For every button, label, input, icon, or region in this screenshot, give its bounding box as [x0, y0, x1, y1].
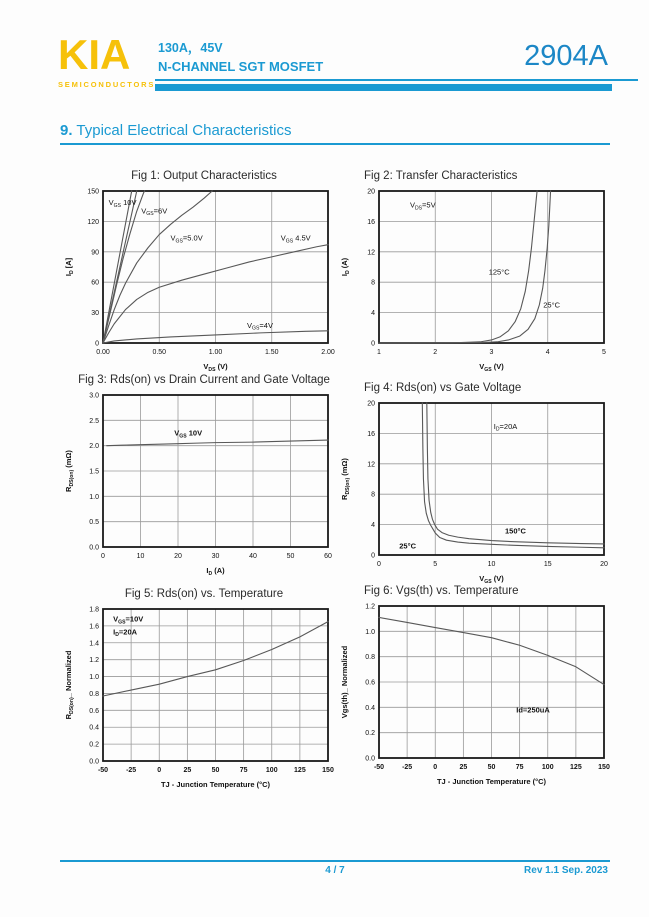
svg-text:0.2: 0.2	[89, 741, 99, 749]
figure-5-rdson-vs-temperature	[60, 588, 348, 797]
svg-text:90: 90	[91, 249, 99, 257]
svg-text:ID (A): $I_D$ (A)	[206, 566, 225, 578]
svg-text:125: 125	[570, 764, 582, 772]
svg-text:0: 0	[377, 561, 381, 569]
svg-text:20: 20	[600, 561, 608, 569]
svg-text:40: 40	[249, 553, 257, 561]
svg-text:TJ - Junction Temperature (°C): TJ - Junction Temperature (°C)	[160, 780, 271, 790]
svg-text:2.0: 2.0	[89, 443, 99, 451]
chart-rdson-vs-temperature	[60, 601, 348, 797]
chart-transfer-characteristics	[336, 183, 624, 379]
svg-text:0.50: 0.50	[152, 349, 167, 357]
svg-text:30: 30	[91, 310, 99, 318]
svg-text:1.00: 1.00	[208, 349, 223, 357]
svg-text:50: 50	[286, 553, 295, 561]
figure-1-output-characteristics	[60, 170, 348, 379]
svg-text:60: 60	[91, 279, 99, 287]
svg-text:ID=20A: $I_D=20A$	[493, 422, 518, 433]
svg-text:3.0: 3.0	[89, 392, 99, 400]
svg-text:1.0: 1.0	[89, 674, 99, 682]
svg-text:0.2: 0.2	[365, 730, 375, 738]
svg-text:TJ - Junction Temperature (°C): TJ - Junction Temperature (°C)	[436, 777, 547, 787]
svg-text:0.0: 0.0	[89, 758, 99, 766]
svg-text:VDS (V): $V_{DS}$ (V)	[203, 362, 228, 374]
svg-text:100: 100	[265, 767, 278, 775]
svg-text:16: 16	[367, 219, 375, 227]
svg-text:VGS=10V: $V_{GS}=10V$	[113, 614, 144, 626]
svg-text:3: 3	[489, 349, 494, 357]
figure-2-title: Fig 2: Transfer Characteristics	[364, 170, 518, 182]
svg-text:15: 15	[543, 561, 552, 569]
svg-text:0.4: 0.4	[365, 705, 375, 713]
brand-logo	[58, 31, 156, 89]
svg-text:VGS 10V: $V_{GS}$ 10V	[174, 428, 203, 440]
figure-2-transfer-characteristics	[336, 170, 624, 379]
svg-text:4: 4	[371, 522, 375, 530]
svg-text:VGS (V): $V_{GS}$ (V)	[479, 362, 504, 374]
svg-text:8: 8	[371, 279, 375, 287]
svg-text:1.8: 1.8	[89, 606, 99, 614]
svg-text:-50: -50	[373, 764, 385, 772]
header-device-summary	[158, 38, 323, 74]
svg-text:150: 150	[598, 764, 610, 772]
svg-text:150: 150	[322, 767, 334, 775]
svg-text:0: 0	[433, 764, 438, 772]
page-number: 4 / 7	[325, 865, 345, 876]
svg-text:ID=20A: $I_D=20A$	[113, 627, 138, 639]
svg-text:120: 120	[87, 219, 99, 227]
figure-4-title: Fig 4: Rds(on) vs Gate Voltage	[364, 382, 522, 394]
svg-text:0: 0	[371, 340, 375, 348]
svg-text:0.8: 0.8	[365, 654, 375, 662]
footer-rule	[60, 860, 610, 862]
svg-text:0: 0	[95, 340, 99, 348]
svg-text:75: 75	[239, 767, 248, 775]
svg-text:125: 125	[294, 767, 306, 775]
svg-text:-25: -25	[126, 767, 137, 775]
svg-text:10: 10	[487, 561, 496, 569]
chart-rdson-vs-gate-voltage	[336, 395, 624, 591]
svg-text:VGS 10V: $V_{GS}$ 10V	[108, 198, 137, 210]
svg-text:50: 50	[211, 767, 220, 775]
header-rule-thin	[155, 79, 638, 81]
svg-text:25°C: 25°C	[543, 300, 561, 310]
part-number: 2904A	[524, 40, 608, 72]
chart-vgsth-vs-temperature	[336, 598, 624, 794]
device-rating: 130A，45V	[158, 41, 223, 55]
svg-text:0.8: 0.8	[89, 691, 99, 699]
svg-text:30: 30	[211, 553, 220, 561]
section-title	[60, 122, 291, 139]
svg-text:75: 75	[515, 764, 524, 772]
svg-text:100: 100	[541, 764, 554, 772]
svg-text:25°C: 25°C	[399, 541, 417, 551]
svg-text:2.00: 2.00	[321, 349, 335, 357]
svg-text:150: 150	[87, 188, 99, 196]
section-rule	[60, 143, 610, 145]
svg-text:1.5: 1.5	[89, 468, 99, 476]
figure-3-title: Fig 3: Rds(on) vs Drain Current and Gate Voltage	[78, 374, 330, 386]
svg-text:1.0: 1.0	[89, 494, 99, 502]
svg-text:RDS(on)_ Normalized: $R_{DS(on)}\_$ Normalized	[64, 650, 75, 720]
svg-text:1.0: 1.0	[365, 629, 375, 637]
svg-text:0: 0	[101, 553, 105, 561]
svg-text:VGS=4V: $V_{GS}=4V$	[247, 321, 273, 332]
svg-text:0: 0	[157, 767, 162, 775]
section-title-text: Typical Electrical Characteristics	[72, 122, 292, 139]
svg-text:12: 12	[367, 249, 375, 257]
figure-1-title: Fig 1: Output Characteristics	[131, 170, 277, 182]
svg-text:VGS 4.5V: $V_{GS}$ 4.5V	[280, 233, 311, 245]
svg-text:Id=250uA: Id=250uA	[516, 705, 550, 715]
svg-text:1.4: 1.4	[89, 640, 99, 648]
section-number: 9.	[60, 122, 73, 139]
figure-3-rdson-vs-drain-current	[60, 374, 348, 583]
header-rule-thick	[155, 84, 612, 91]
svg-text:10: 10	[136, 553, 145, 561]
svg-text:0.4: 0.4	[89, 724, 99, 732]
svg-text:0.00: 0.00	[96, 349, 110, 357]
svg-text:-25: -25	[402, 764, 413, 772]
svg-text:0.6: 0.6	[365, 679, 375, 687]
svg-text:12: 12	[367, 461, 375, 469]
svg-text:VDS=5V: $V_{DS}=5V$	[409, 200, 436, 212]
svg-text:16: 16	[367, 431, 375, 439]
svg-text:1: 1	[377, 349, 381, 357]
svg-text:0.0: 0.0	[89, 544, 99, 552]
svg-text:ID [A]: $I_D$ [A]	[64, 258, 75, 277]
chart-output-characteristics	[60, 183, 348, 379]
svg-text:4: 4	[545, 349, 550, 357]
svg-text:0.6: 0.6	[89, 708, 99, 716]
svg-text:25: 25	[183, 767, 192, 775]
svg-text:20: 20	[367, 400, 375, 408]
svg-text:1.6: 1.6	[89, 623, 99, 631]
svg-text:Vgs(th)_ Normalized: Vgs(th)_ Normalized	[340, 645, 349, 719]
device-type: N-CHANNEL SGT MOSFET	[158, 59, 324, 74]
svg-text:20: 20	[367, 188, 375, 196]
svg-text:5: 5	[602, 349, 606, 357]
svg-text:0.5: 0.5	[89, 519, 99, 527]
figure-6-title: Fig 6: Vgs(th) vs. Temperature	[364, 585, 519, 597]
svg-text:5: 5	[433, 561, 438, 569]
svg-text:60: 60	[324, 553, 332, 561]
svg-text:ID (A): $I_D$ (A)	[340, 258, 351, 277]
figure-4-rdson-vs-gate-voltage	[336, 382, 624, 591]
logo-semiconductors-text: SEMICONDUCTORS	[58, 80, 156, 89]
svg-text:-50: -50	[97, 767, 109, 775]
svg-text:0: 0	[371, 552, 375, 560]
svg-text:1.2: 1.2	[89, 657, 99, 665]
svg-text:4: 4	[371, 310, 375, 318]
svg-text:25: 25	[459, 764, 468, 772]
svg-text:1.2: 1.2	[365, 603, 375, 611]
svg-text:8: 8	[371, 491, 375, 499]
svg-text:150°C: 150°C	[505, 526, 526, 536]
revision-label: Rev 1.1 Sep. 2023	[524, 865, 608, 876]
svg-text:VGS (V): $V_{GS}$ (V)	[479, 574, 504, 586]
svg-text:20: 20	[174, 553, 182, 561]
svg-text:2: 2	[433, 349, 438, 357]
svg-text:VGS=5.0V: $V_{GS}=5.0V$	[170, 233, 203, 245]
svg-text:1.50: 1.50	[264, 349, 279, 357]
figure-6-vgsth-vs-temperature	[336, 585, 624, 794]
svg-text:125°C: 125°C	[488, 267, 510, 277]
chart-rdson-vs-drain-current	[60, 387, 348, 583]
svg-text:VGS=6V: $V_{GS}=6V$	[141, 206, 168, 218]
svg-text:50: 50	[487, 764, 496, 772]
logo-kia-text: KIA	[58, 31, 131, 78]
figure-5-title: Fig 5: Rds(on) vs. Temperature	[124, 588, 284, 600]
svg-text:RDS(on) (mΩ): $R_{DS(on)}$ (mΩ)	[340, 458, 351, 501]
svg-text:2.5: 2.5	[89, 418, 99, 426]
svg-text:RDS(on) (mΩ): $R_{DS(on)}$ (mΩ)	[64, 450, 75, 493]
svg-text:0.0: 0.0	[365, 755, 375, 763]
